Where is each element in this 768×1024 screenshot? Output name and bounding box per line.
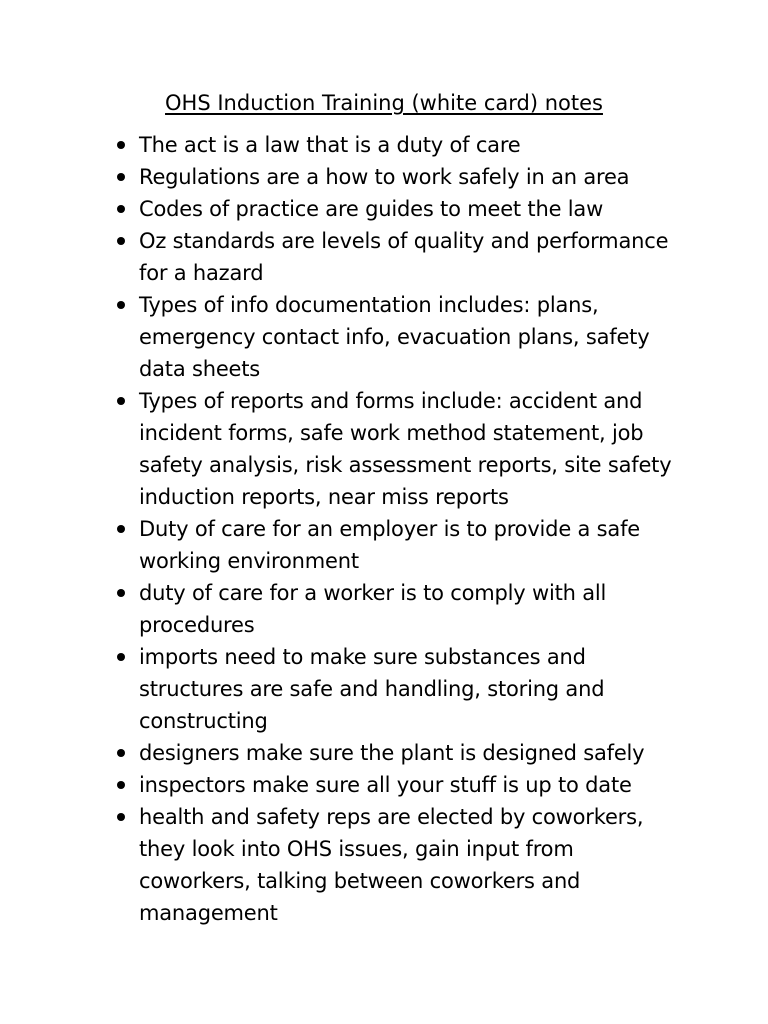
list-item — [114, 737, 684, 769]
list-item — [114, 641, 684, 737]
document-title: OHS Induction Training (white card) notes — [165, 91, 603, 115]
bullet-icon — [117, 781, 125, 789]
bullet-icon — [117, 301, 125, 309]
bullet-icon — [117, 173, 125, 181]
note-text: Duty of care for an employer is to provide a safe working environment — [139, 517, 640, 573]
list-item — [114, 129, 684, 161]
list-item — [114, 577, 684, 641]
note-text: Oz standards are levels of quality and performance for a hazard — [139, 229, 669, 285]
bullet-icon — [117, 813, 125, 821]
note-text: Regulations are a how to work safely in an area — [139, 165, 630, 189]
list-item — [114, 161, 684, 193]
bullet-icon — [117, 589, 125, 597]
note-text: inspectors make sure all your stuff is up to date — [139, 773, 632, 797]
bullet-icon — [117, 749, 125, 757]
list-item — [114, 769, 684, 801]
note-text: duty of care for a worker is to comply with all procedures — [139, 581, 607, 637]
bullet-icon — [117, 653, 125, 661]
note-text: health and safety reps are elected by coworkers, they look into OHS issues, gain input from coworkers, talking between coworkers and management — [139, 805, 644, 925]
note-text: Types of reports and forms include: accident and incident forms, safe work method statement, job safety analysis, risk assessment reports, site safety induction reports, near miss reports — [139, 389, 672, 509]
list-item — [114, 801, 684, 929]
list-item — [114, 385, 684, 513]
bullet-icon — [117, 141, 125, 149]
note-text: Codes of practice are guides to meet the law — [139, 197, 604, 221]
list-item — [114, 193, 684, 225]
list-item — [114, 513, 684, 577]
list-item — [114, 225, 684, 289]
note-text: designers make sure the plant is designed safely — [139, 741, 645, 765]
note-text: imports need to make sure substances and structures are safe and handling, storing and constructing — [139, 645, 605, 733]
note-text: Types of info documentation includes: plans, emergency contact info, evacuation plans, safety data sheets — [139, 293, 650, 381]
bullet-icon — [117, 397, 125, 405]
bullet-icon — [117, 237, 125, 245]
list-item — [114, 289, 684, 385]
bullet-icon — [117, 525, 125, 533]
note-text: The act is a law that is a duty of care — [139, 133, 521, 157]
bullet-icon — [117, 205, 125, 213]
notes-list — [114, 129, 684, 929]
